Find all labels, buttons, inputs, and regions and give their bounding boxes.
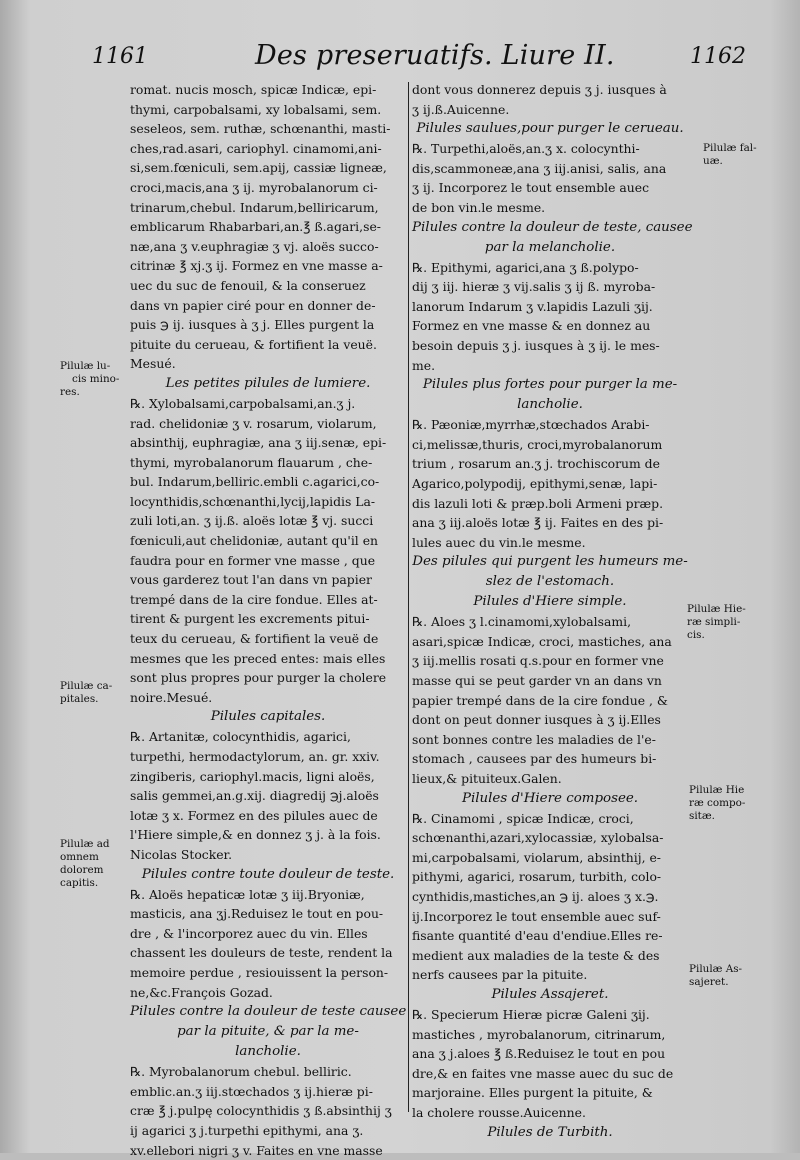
margin-note: Pilulæ lu- cis mino- res. — [60, 360, 119, 399]
text-line: sont bonnes contre les maladies de l'e- — [412, 730, 688, 750]
text-line: asari,spicæ Indicæ, croci, mastiches, ana — [412, 632, 688, 652]
column-divider — [408, 82, 409, 1112]
text-line: teux du cerueau, & fortifient la veuë de — [130, 629, 406, 649]
section-heading: Pilules de Turbith. — [412, 1123, 688, 1143]
text-line: nerfs causees par la pituite. — [412, 965, 688, 985]
text-line: stomach , causees par des humeurs bi- — [412, 749, 688, 769]
margin-note: Pilulæ As- sajeret. — [689, 963, 742, 989]
text-line: zuli loti,an. ʒ ij.ß. aloës lotæ ℥ vj. succi — [130, 511, 406, 531]
section-heading: Pilules plus fortes pour purger la me- — [412, 375, 688, 395]
text-line: ℞. Xylobalsami,carpobalsami,an.ʒ j. — [130, 394, 406, 414]
text-line: ij agarici ʒ j.turpethi epithymi, ana ʒ. — [130, 1121, 406, 1141]
text-line: lules auec du vin.le mesme. — [412, 533, 688, 553]
text-line: thymi, carpobalsami, xy lobalsami, sem. — [130, 100, 406, 120]
section-heading: Pilules contre la douleur de teste, causee — [412, 218, 688, 238]
text-line: pituite du cerueau, & fortifient la veuë. — [130, 335, 406, 355]
text-line: besoin depuis ʒ j. iusques à ʒ ij. le mes- — [412, 336, 688, 356]
text-line: croci,macis,ana ʒ ij. myrobalanorum ci- — [130, 178, 406, 198]
text-line: ℞. Specierum Hieræ picræ Galeni ʒij. — [412, 1005, 688, 1025]
section-heading: Pilules Assajeret. — [412, 985, 688, 1005]
text-line: memoire perdue , resiouissent la person- — [130, 963, 406, 983]
right-page-number: 1162 — [690, 44, 746, 69]
text-line: emblic.an.ʒ iij.stœchados ʒ ij.hieræ pi- — [130, 1082, 406, 1102]
text-line: ℞. Aloes ʒ l.cinamomi,xylobalsami, — [412, 612, 688, 632]
section-heading: lancholie. — [130, 1042, 406, 1062]
margin-note: Pilulæ ad omnem dolorem capitis. — [60, 838, 110, 890]
margin-note: Pilulæ ca- pitales. — [60, 680, 112, 706]
text-line: ches,rad.asari, cariophyl. cinamomi,ani- — [130, 139, 406, 159]
text-line: faudra pour en former vne masse , que — [130, 551, 406, 571]
section-heading: par la pituite, & par la me- — [130, 1022, 406, 1042]
text-line: ci,melissæ,thuris, croci,myrobalanorum — [412, 435, 688, 455]
text-line: masticis, ana ʒj.Reduisez le tout en pou- — [130, 904, 406, 924]
left-page-number: 1161 — [92, 44, 148, 69]
text-line: dij ʒ iij. hieræ ʒ vij.salis ʒ ij ß. myroba- — [412, 277, 688, 297]
text-line: romat. nucis mosch, spicæ Indicæ, epi- — [130, 80, 406, 100]
text-line: ℞. Turpethi,aloës,an.ʒ x. colocynthi- — [412, 139, 688, 159]
section-heading: Pilules capitales. — [130, 707, 406, 727]
text-line: uec du suc de fenouil, & la conseruez — [130, 276, 406, 296]
text-line: dont on peut donner iusques à ʒ ij.Elles — [412, 710, 688, 730]
left-text-column — [130, 80, 406, 1160]
text-line: citrinæ ℥ xj.ʒ ij. Formez en vne masse a- — [130, 256, 406, 276]
section-heading: Pilules saulues,pour purger le cerueau. — [412, 119, 688, 139]
text-line: turpethi, hermodactylorum, an. gr. xxiv. — [130, 747, 406, 767]
running-header — [0, 40, 800, 80]
text-line: ʒ iij.mellis rosati q.s.pour en former vne — [412, 651, 688, 671]
text-line: medient aux maladies de la teste & des — [412, 946, 688, 966]
text-line: ℞. Epithymi, agarici,ana ʒ ß.polypo- — [412, 258, 688, 278]
text-line: ne,&c.François Gozad. — [130, 983, 406, 1003]
text-line: rad. chelidoniæ ʒ v. rosarum, violarum, — [130, 414, 406, 434]
text-line: l'Hiere simple,& en donnez ʒ j. à la fois. — [130, 825, 406, 845]
text-line: ℞. Artanitæ, colocynthidis, agarici, — [130, 727, 406, 747]
margin-note: Pilulæ Hie ræ compo- sitæ. — [689, 784, 745, 823]
text-line: Nicolas Stocker. — [130, 845, 406, 865]
text-line: tirent & purgent les excrements pitui- — [130, 609, 406, 629]
text-line: me. — [412, 356, 688, 376]
text-line: fisante quantité d'eau d'endiue.Elles re- — [412, 926, 688, 946]
section-heading: slez de l'estomach. — [412, 572, 688, 592]
text-line: ʒ ij.ß.Auicenne. — [412, 100, 688, 120]
text-line: ana ʒ iij.aloës lotæ ℥ ij. Faites en des pi- — [412, 513, 688, 533]
text-line: trium , rosarum an.ʒ j. trochiscorum de — [412, 454, 688, 474]
text-line: fœniculi,aut chelidoniæ, autant qu'il en — [130, 531, 406, 551]
text-line: seseleos, sem. ruthæ, schœnanthi, masti- — [130, 119, 406, 139]
text-line: salis gemmei,an.g.xij. diagredij ℈j.aloës — [130, 786, 406, 806]
text-line: emblicarum Rhabarbari,an.℥ ß.agari,se- — [130, 217, 406, 237]
text-line: absinthij, euphragiæ, ana ʒ iij.senæ, epi- — [130, 433, 406, 453]
text-line: ℞. Pæoniæ,myrrhæ,stœchados Arabi- — [412, 415, 688, 435]
running-title: Des preseruatifs. Liure II. — [255, 40, 615, 71]
text-line: chassent les douleurs de teste, rendent la — [130, 943, 406, 963]
text-line: lotæ ʒ x. Formez en des pilules auec de — [130, 806, 406, 826]
text-line: ℞. Aloës hepaticæ lotæ ʒ iij.Bryoniæ, — [130, 885, 406, 905]
text-line: thymi, myrobalanorum flauarum , che- — [130, 453, 406, 473]
text-line: schœnanthi,azari,xylocassiæ, xylobalsa- — [412, 828, 688, 848]
text-line: ana ʒ j.aloes ℥ ß.Reduisez le tout en pou — [412, 1044, 688, 1064]
text-line: si,sem.fœniculi, sem.apij, cassiæ ligneæ, — [130, 158, 406, 178]
text-line: dre,& en faites vne masse auec du suc de — [412, 1064, 688, 1084]
text-line: cræ ℥ j.pulpę colocynthidis ʒ ß.absinthij ʒ — [130, 1101, 406, 1121]
section-heading: Pilules contre toute douleur de teste. — [130, 865, 406, 885]
text-line: noire.Mesué. — [130, 688, 406, 708]
text-line: ℞. Myrobalanorum chebul. belliric. — [130, 1062, 406, 1082]
text-line: papier trempé dans de la cire fondue , & — [412, 691, 688, 711]
text-line: Formez en vne masse & en donnez au — [412, 316, 688, 336]
text-line: trinarum,chebul. Indarum,belliricarum, — [130, 198, 406, 218]
section-heading: lancholie. — [412, 395, 688, 415]
text-line: de bon vin.le mesme. — [412, 198, 688, 218]
text-line: Mesué. — [130, 354, 406, 374]
text-line: næ,ana ʒ v.euphragiæ ʒ vj. aloës succo- — [130, 237, 406, 257]
text-line: puis ℈ ij. iusques à ʒ j. Elles purgent la — [130, 315, 406, 335]
section-heading: Pilules d'Hiere composee. — [412, 789, 688, 809]
text-line: cynthidis,mastiches,an ℈ ij. aloes ʒ x.℈. — [412, 887, 688, 907]
text-line: zingiberis, cariophyl.macis, ligni aloës, — [130, 767, 406, 787]
text-line: ℞. Cinamomi , spicæ Indicæ, croci, — [412, 809, 688, 829]
text-line: Agarico,polypodij, epithymi,senæ, lapi- — [412, 474, 688, 494]
text-line: mi,carpobalsami, violarum, absinthij, e- — [412, 848, 688, 868]
section-heading: Pilules d'Hiere simple. — [412, 592, 688, 612]
text-line: dre , & l'incorporez auec du vin. Elles — [130, 924, 406, 944]
text-line: masse qui se peut garder vn an dans vn — [412, 671, 688, 691]
margin-note: Pilulæ Hie- ræ simpli- cis. — [687, 603, 746, 642]
right-text-column — [412, 80, 688, 1143]
section-heading: Pilules contre la douleur de teste causee — [130, 1002, 406, 1022]
margin-note: Pilulæ fal- uæ. — [703, 142, 757, 168]
section-heading: Les petites pilules de lumiere. — [130, 374, 406, 394]
text-line: vous garderez tout l'an dans vn papier — [130, 570, 406, 590]
text-line: la cholere rousse.Auicenne. — [412, 1103, 688, 1123]
text-line: xv.ellebori nigri ʒ v. Faites en vne masse — [130, 1141, 406, 1160]
text-line: lanorum Indarum ʒ v.lapidis Lazuli ʒij. — [412, 297, 688, 317]
text-line: marjoraine. Elles purgent la pituite, & — [412, 1083, 688, 1103]
text-line: dont vous donnerez depuis ʒ j. iusques à — [412, 80, 688, 100]
text-line: lieux,& pituiteux.Galen. — [412, 769, 688, 789]
text-line: bul. Indarum,belliric.embli c.agarici,co- — [130, 472, 406, 492]
text-line: locynthidis,schœnanthi,lycij,lapidis La- — [130, 492, 406, 512]
section-heading: par la melancholie. — [412, 238, 688, 258]
text-line: trempé dans de la cire fondue. Elles at- — [130, 590, 406, 610]
text-line: pithymi, agarici, rosarum, turbith, colo- — [412, 867, 688, 887]
text-line: ij.Incorporez le tout ensemble auec suf- — [412, 907, 688, 927]
text-line: mesmes que les preced entes: mais elles — [130, 649, 406, 669]
section-heading: Des pilules qui purgent les humeurs me- — [412, 552, 688, 572]
text-line: dis lazuli loti & præp.boli Armeni præp. — [412, 494, 688, 514]
text-line: dis,scammoneæ,ana ʒ iij.anisi, salis, ana — [412, 159, 688, 179]
text-line: dans vn papier ciré pour en donner de- — [130, 296, 406, 316]
text-line: sont plus propres pour purger la cholere — [130, 668, 406, 688]
text-line: mastiches , myrobalanorum, citrinarum, — [412, 1025, 688, 1045]
text-line: ʒ ij. Incorporez le tout ensemble auec — [412, 178, 688, 198]
